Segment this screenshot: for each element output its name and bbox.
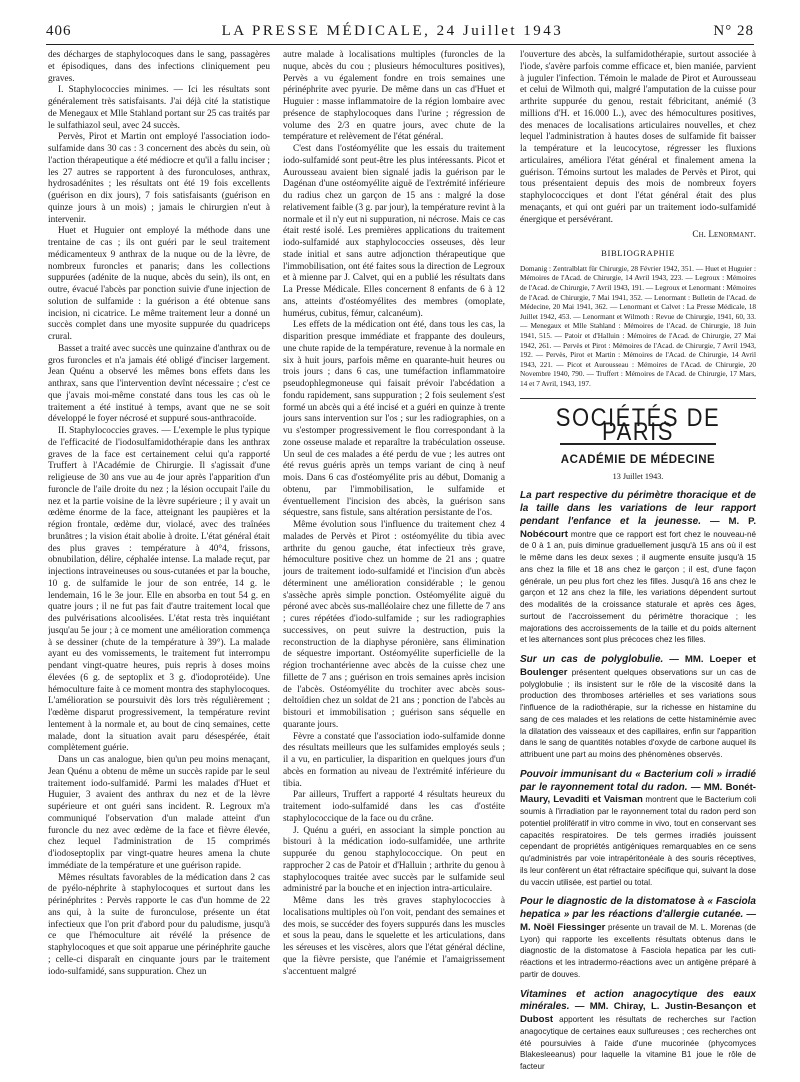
paragraph: Fèvre a constaté que l'association iodo-sulfamide donne des résultats meilleurs que les sulfamides employés seuls ; il a vu, en particulier, la disparition en quelques jours d'un abcès en formation au niveau de l'extrémité inférieure du tibia. <box>283 731 505 789</box>
paragraph: Huet et Huguier ont employé la méthode dans une trentaine de cas ; ils ont guéri par le seul traitement médicamenteux 9 anthrax de la nuque ou de la lèvre, de nombreux furoncles et panaris; dans les collections suppurées (adénite de la nuque, abcès du sein), ils ont, en outre, évacué l'abcès par ponction suivie d'une injection de solution de sulfamide : la guérison a été obtenue sans incision, ni cicatrice. Le même traitement leur a donné un succès complet dans une myosite suppurée du quadriceps crural. <box>48 226 270 342</box>
paragraph: Par ailleurs, Truffert a rapporté 4 résultats heureux du traitement iodo-sulfamidé dans les cas d'ostéite staphylococcique de la face ou du crâne. <box>283 790 505 824</box>
paragraph: Même évolution sous l'influence du traitement chez 4 malades de Pervès et Pirot : ostéomyélite du tibia avec arthrite du genou gauche, état infectieux très grave, hémoculture positive chez un homme de 21 ans ; quatre jours de traitement iodo-sulfamidé et l'incision d'un abcès déterminent une amélioration considérable ; le genou s'assèche après simple ponction. Ostéomyélite aiguë du péroné avec abcès sus-malléolaire chez une fillette de 7 ans ; cures répétées d'iodo-sulfamide ; sur les radiographies successives, on peut suivre la destruction, puis la reconstruction de la diaphyse péronière, sans élimination de séquestre important. Ostéomyélite superficielle de la région trochantérienne avec abcès de la cuisse chez une fillette de 7 ans ; guérison en trois semaines après incision de l'abcès. Ostéomyélite du trochiter avec abcès sous-deltoïdien chez un soldat de 21 ans ; ponction de l'abcès au bistouri et immobilisation ; guérison sans séquelle en quarante jours. <box>283 520 505 730</box>
paragraph: I. Staphylococcies minimes. — Ici les résultats sont généralement très satisfaisants. J'ai déjà cité la statistique de Menegaux et Mlle Stahland portant sur 25 cas traités par le sulfathiazol seul, avec 24 succès. <box>48 85 270 131</box>
paragraph: Dans un cas analogue, bien qu'un peu moins menaçant, Jean Quénu a obtenu de même un succès rapide par le seul traitement iodo-sulfamidé. Parmi les malades d'Huet et Huguier, 3 avaient des anthrax du nez et de la lèvre supérieure et ont guéri sans incident. R. Legroux m'a communiqué l'observation d'un malade atteint d'un furoncle du nez avec œdème de la face et fièvre élevée, chez lequel l'administration de 15 comprimés d'iodoseptoplix par vingt-quatre heures amena la chute immédiate de la température et une guérison rapide. <box>48 755 270 871</box>
column-3 <box>520 50 756 1074</box>
communication-title: Vitamines et action anagocytique des eaux minérales. <box>520 988 756 1013</box>
communication-body: montre que ce rapport est fort chez le nouveau-né de 0 à 1 an, puis diminue graduellement jusqu'à 15 ans où il est le même dans les deux sexes ; il augmente ensuite jusqu'à 15 ans chez la fille et 18 ans chez le garçon ; il est, d'une façon générale, un peu plus fort chez les filles. Jusqu'à 16 ans chez le garçon et 12 ans chez la fille, les variations dépendent surtout des modalités de la croissance staturale et après ces âges, surtout de l'accroissement du périmètre thoracique ; les majorations des accroissements de la taille et du poids alternent et les alternances sont plus précoces chez les filles. <box>520 529 756 645</box>
communication-authors: — MM. Bonét-Maury, Levaditi et Vaisman <box>520 781 756 806</box>
section-title: SOCIÉTÉS DE PARIS <box>555 403 721 446</box>
journal-title: LA PRESSE MÉDICALE, 24 Juillet 1943 <box>221 23 564 39</box>
paragraph: J. Quénu a guéri, en associant la simple ponction au bistouri à la médication iodo-sulfamidée, une arthrite suppurée du genou staphylococcique. On peut en rapprocher 2 cas de Patoir et d'Halluin ; arthrite du genou à staphylocoques traitée avec succès par le sulfamide seul administré par la bouche et en injection intra-articulaire. <box>283 825 505 895</box>
communication-body: montrent que le Bacterium coli soumis à l'irradiation par le rayonnement total du radon perd son potentiel prolifératif in vitro comme in vivo, tout en conservant ses capacités respiratoires. De tels germes irradiés jouissent cependant de propriétés antigéniques remarquables en ce sens qu'administrés par voie intrapéritonéale à des souris réceptives, ils leur confèrent un état réfractaire spécifique qui, suivant la dose du vaccin utilisée, est partiel ou total. <box>520 795 756 887</box>
paragraph: autre malade à localisations multiples (furoncles de la nuque, abcès du cou ; plusieurs hémocultures positives), Pervès a vu également fondre en trois semaines une périnéphrite avec pyurie. De même dans un cas d'Huet et Huguier : masse inflammatoire de la région lombaire avec présence de staphylocoques dans l'urine ; régression de volume des 2/3 en quatre jours, avec chute de la température et relèvement de l'état général. <box>283 50 505 143</box>
communication-title: Pouvoir immunisant du « Bacterium coli » irradié par le rayonnement total du radon. <box>520 768 756 793</box>
paragraph: II. Staphylococcies graves. — L'exemple le plus typique de l'efficacité de l'iodosulfamidothérapie dans les anthrax graves de la face est certainement celui qu'a rapporté Truffert à l'Académie de Chirurgie. Il s'agissait d'une religieuse de 30 ans vue au 4e jour après l'apparition d'un furoncle de l'aile droite du nez ; la lésion occupait l'aile du nez et la partie voisine de la lèvre supérieure ; il y avait un œdème énorme de la face, atteignant les paupières et la région frontale, œdème dur, violacé, avec des traînées brunâtres ; la vision était abolie à droite. L'état général était des plus graves : température à 40°4, frissons, obnubilation, délire, céphalée intense. La malade reçut, par injections intraveineuses ou sous-cutanées et par la bouche, 10 g. de sulfamide le jour de son entrée, 14 g. le lendemain, 16 le 3e jour. Elle en absorba en tout 54 g. en quatre jours ; il ne fut pas fait d'autre traitement local que des pulvérisations alcoolisées. L'état resta très inquiétant jusqu'au 5e jour ; à ce moment une amélioration commença à se dessiner (chute de la température à 39°). La malade ayant eu des vomissements, le traitement fut interrompu pendant vingt-quatre heures, puis repris à doses moins élevées (6 g. de septoplix et 3 g. d'iodoprotéide). Une hémoculture faite à ce moment montra des staphylocoques. L'amélioration se poursuivit dès lors très régulièrement ; l'œdème disparut progressivement, la température revint lentement à la normale et, au bout de cinq semaines, cette malade, dont la situation avait paru désespérée, était complètement guérie. <box>48 426 270 754</box>
communication <box>520 896 756 981</box>
bibliography: Domanig : Zentralblatt für Chirurgie, 28 Février 1942, 351. — Huet et Huguier : Mémoires de l'Acad. de Chirurgie, 14 Avril 1943, 223. — Legroux : Mémoires de l'Acad. de Chirurgie, 7 Avril 1943, 191. — Legroux et Lenormant : Mémoires de l'Acad. de Chirurgie, 7 Mai 1941, 352. — Lenormant : Bulletin de l'Acad. de Médecine, 20 Mai 1941, 362. — Lenormant et Calvet : La Presse Médicale, 18 Juillet 1942, 453. — Lenormant et Wilmoth : Revue de Chirurgie, 1941, 60, 33. — Menegaux et Mlle Stahland : Mémoires de l'Acad. de Chirurgie, 18 Juin 1941, 515. — Patoir et d'Halluin : Mémoires de l'Acad. de Chirurgie, 27 Mai 1942, 261. — Pervès et Pirot : Mémoires de l'Acad. de Chirurgie, 7 Avril 1943, 192. — Pervès, Pirot et Martin : Mémoires de l'Acad. de Chirurgie, 14 Avril 1943, 221. — Picot et Aurousseau : Mémoires de l'Acad. de Chirurgie, 20 Novembre 1940, 790. — Truffert : Mémoires de l'Acad. de Chirurgie, 17 Mars, 14 et 7 Avril, 1943, 197. <box>520 263 756 388</box>
communication-authors: — M. Noël Fiessinger <box>520 909 756 933</box>
academy-heading: ACADÉMIE DE MÉDECINE <box>560 453 716 466</box>
paragraph: C'est dans l'ostéomyélite que les essais du traitement iodo-sulfamidé sont peut-être les plus intéressants. Picot et Aurousseau avaient bien signalé jadis la guérison par le Dagénan d'une ostéomyélite aiguë de l'extrémité inférieure du radius chez un garçon de 15 ans : malgré la dose relativement faible (3 g. par jour), la température revint à la normale et il n'y eut ni suppuration, ni nécrose. Mais ce cas était resté isolé. Les premières applications du traitement iodo-sulfamidé aux staphylococcies osseuses, dès leur stade initial et sans autre adjonction thérapeutique que l'immobilisation, ont été faites sous la direction de Legroux et à mienne par J. Calvet, qui en a publié les résultats dans La Presse Médicale. Elles concernent 8 enfants de 6 à 12 ans, atteints d'ostéomyélites des membres (omoplate, humérus, cubitus, fémur, calcanéum). <box>283 144 505 319</box>
paragraph: Pervès, Pirot et Martin ont employé l'association iodo-sulfamide dans 30 cas : 3 concernent des abcès du sein, où l'action thérapeutique a été médiocre et qu'il a fallu inciser ; les 27 autres se rapportent à des furonculoses, anthrax, hydrosadénites ; les résultats ont été 19 fois excellents (guérison en dix jours), 7 fois satisfaisants (guérison en quinze jours à un mois) ; jamais le chirurgien n'eut à intervenir. <box>48 132 270 225</box>
communication-authors: — MM. Loeper et Boulenger <box>520 654 756 678</box>
communication-title: La part respective du périmètre thoracique et de la taille dans les variations de leur rapport pendant l'enfance et la jeunesse. <box>520 490 756 527</box>
communication <box>520 769 756 890</box>
column-1 <box>48 50 270 1074</box>
author-signature: Ch. Lenormant. <box>692 230 756 241</box>
communication-title: Sur un cas de polyglobulie. <box>520 654 664 666</box>
paragraph: Les effets de la médication ont été, dans tous les cas, la disparition presque immédiate et frappante des douleurs, une chute rapide de la température, revenue à la normale en six à huit jours, parfois même en quarante-huit heures ou trois jours ; dans 6 cas, une tuméfaction inflammatoire pseudophlegmoneuse qui faisait prévoir l'abcédation a fondu rapidement, sans suppuration ; 2 fois seulement s'est formé un abcès qui a été incisé et a guéri en quinze à trente jours sans intervention sur l'os ; sur les radiographies, on a vu s'estomper progressivement le flou correspondant à la zone osseuse malade et reparaître la trabéculation osseuse. Un seul de ces malades a été perdu de vue ; les autres ont été revus guéris après un temps variant de cinq à neuf mois. Dans 6 cas d'ostéomyélite pris au début, Domanig a obtenu, par l'immobilisation, le sulfamide et éventuellement l'incision des abcès, la guérison sans séquestre, sans fistule, sans altération persistante de l'os. <box>283 320 505 519</box>
meeting-date: 13 Juillet 1943. <box>612 471 664 481</box>
communication <box>520 989 756 1074</box>
communication-title: Pour le diagnostic de la distomatose à « Fasciola hepatica » par les réactions d'allergie cutanée. <box>520 896 756 921</box>
communication <box>520 490 756 647</box>
communication-body: présentent quelques observations sur un cas de polyglobulie ; ils insistent sur le rôle de la viscosité dans la production des thromboses artérielles et ses variations sous l'influence de la radiothérapie, sur la richesse en histamine du sang de ces malades et les relations de cette histaminémie avec la dilatation des vaisseaux et des capillaires, enfin sur l'apparition dans le sang de quantités notables d'oxyde de carbone auquel ils attribuent une part au moins des phénomènes observés. <box>520 667 756 760</box>
communication <box>520 654 756 762</box>
paragraph: Mêmes résultats favorables de la médication dans 2 cas de pyélo-néphrite à staphylocoques et surtout dans les périnéphrites : Pervès rapporte le cas d'un homme de 22 ans qui, à la suite de furonculose, présente un état infectieux que l'on prit d'abord pour du paludisme, jusqu'à ce que l'hémoculture ait révélé la présence de staphylocoques et que soit apparue une périnéphrite gauche ; celle-ci disparaît en cinquante jours par le traitement iodo-sulfamidé, sans suppuration. Chez un <box>48 872 270 977</box>
section-divider <box>520 398 756 399</box>
paragraph: des décharges de staphylocoques dans le sang, passagères et épisodiques, dans des infections cliniquement peu graves. <box>48 50 270 84</box>
bibliography-title: BIBLIOGRAPHIE <box>601 248 675 258</box>
paragraph: Même dans les très graves staphylococcies à localisations multiples où l'on voit, pendant des semaines et des mois, se succéder des foyers suppurés dans les muscles et sous la peau, dans le squelette et les articulations, dans les séreuses et les viscères, alors que l'état général décline, que la fièvre persiste, que l'anémie et l'amaigrissement s'accentuent malgré <box>283 896 505 977</box>
paragraph: Basset a traité avec succès une quinzaine d'anthrax ou de gros furoncles et n'a jamais été obligé d'inciser largement. Jean Quénu a observé les mêmes bons effets dans les anthrax, sans que l'intervention devînt nécessaire ; c'est ce que j'avais moi-même constaté dans tous les cas où le traitement a été institué à temps, avant que ne se soit développé le foyer nécrosé et suppuré sous-anthracoïde. <box>48 343 270 425</box>
column-2 <box>283 50 505 1074</box>
communication-authors: — M. P. Nobécourt <box>520 515 756 540</box>
paragraph: l'ouverture des abcès, la sulfamidothérapie, surtout associée à l'iode, s'avère parfois comme efficace et, bien maniée, parvient à juguler l'infection. Témoin le malade de Pirot et Aurousseau et celui de Wilmoth qui, malgré l'amputation de la cuisse pour arthrite suppurée du genou, restait fébricitant, anémié (3 millions d'H. et 16.000 L.), avec des hémocultures positives, des menaces de localisations articulaires nouvelles, et chez lequel l'administration à hautes doses de sulfamide fit baisser la température et la leucocytose, régresser les fluxions articulaires, améliora l'état général et finalement amena la guérison. Témoins surtout les malades de Pervès et Pirot, qui tous présentaient depuis des mois de nombreux foyers staphylococciques et dont l'état général était des plus menaçants, et qui ont guéri par un traitement iodo-sulfamidé énergique et persévérant. <box>520 50 756 225</box>
issue-number: N° 28 <box>713 23 754 39</box>
communication-authors: — MM. Chiray, L. Justin-Besançon et Dubost <box>520 1001 756 1026</box>
page-number: 406 <box>46 23 72 39</box>
communication-body: apportent les résultats de recherches sur l'action anagocytique de certaines eaux sulfureuses ; ces recherches ont été poursuivies à l'aide d'une mucorinée (phycomyces Blakesleeanus) pour laquelle la vitamine B1 joue le rôle de facteur <box>520 1015 756 1072</box>
page-header <box>46 18 754 45</box>
communication-body: présente un travail de M. L. Morenas (de Lyon) qui rapporte les excellents résultats obtenus dans le diagnostic de la distomatose à Fasciola hepatica par les cuti-réactions et les intradermo-réactions avec un antigène préparé à partir de douves. <box>520 922 756 979</box>
